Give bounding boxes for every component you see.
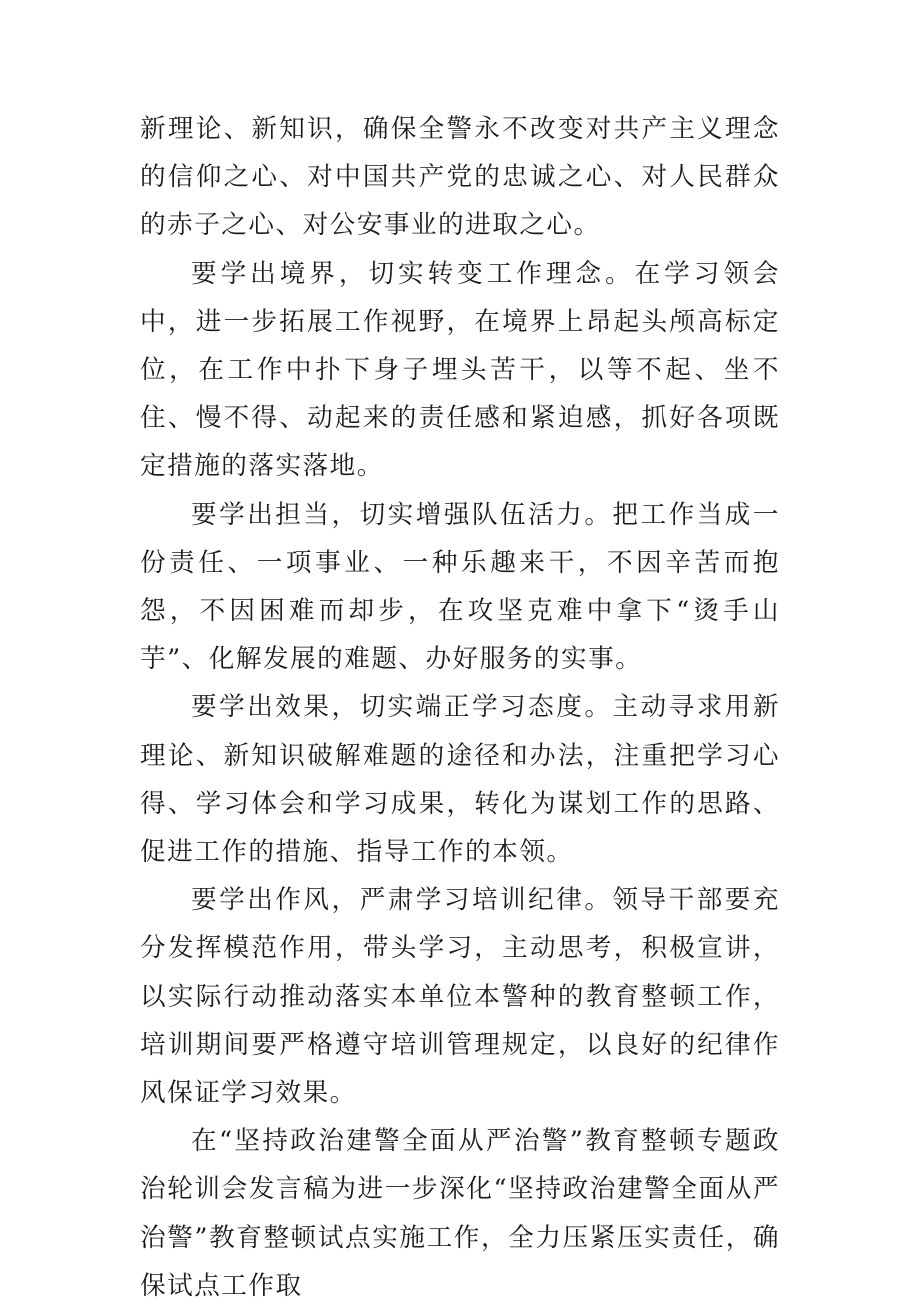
document-page — [140, 105, 780, 1310]
paragraph-realm: 要学出境界，切实转变工作理念。在学习领会中，进一步拓展工作视野，在境界上昂起头颅高标定位，在工作中扑下身子埋头苦干，以等不起、坐不住、慢不得、动起来的责任感和紧迫感，抓好各项既定措施的落实落地。 — [140, 258, 780, 482]
paragraph-continuation: 新理论、新知识，确保全警永不改变对共产主义理念的信仰之心、对中国共产党的忠诚之心、对人民群众的赤子之心、对公安事业的进取之心。 — [140, 114, 780, 241]
paragraph-effect: 要学出效果，切实端正学习态度。主动寻求用新理论、新知识破解难题的途径和办法，注重把学习心得、学习体会和学习成果，转化为谋划工作的思路、促进工作的措施、指导工作的本领。 — [140, 692, 780, 868]
paragraph-responsibility: 要学出担当，切实增强队伍活力。把工作当成一份责任、一项事业、一种乐趣来干，不因辛苦而抱怨，不因困难而却步，在攻坚克难中拿下“烫手山芋”、化解发展的难题、办好服务的实事。 — [140, 499, 780, 675]
paragraph-speech-intro: 在“坚持政治建警全面从严治警”教育整顿专题政治轮训会发言稿为进一步深化“坚持政治建警全面从严治警”教育整顿试点实施工作，全力压紧压实责任，确保试点工作取 — [140, 1126, 780, 1301]
paragraph-style: 要学出作风，严肃学习培训纪律。领导干部要充分发挥模范作用，带头学习，主动思考，积极宣讲，以实际行动推动落实本单位本警种的教育整顿工作，培训期间要严格遵守培训管理规定，以良好的纪律作风保证学习效果。 — [140, 885, 780, 1109]
